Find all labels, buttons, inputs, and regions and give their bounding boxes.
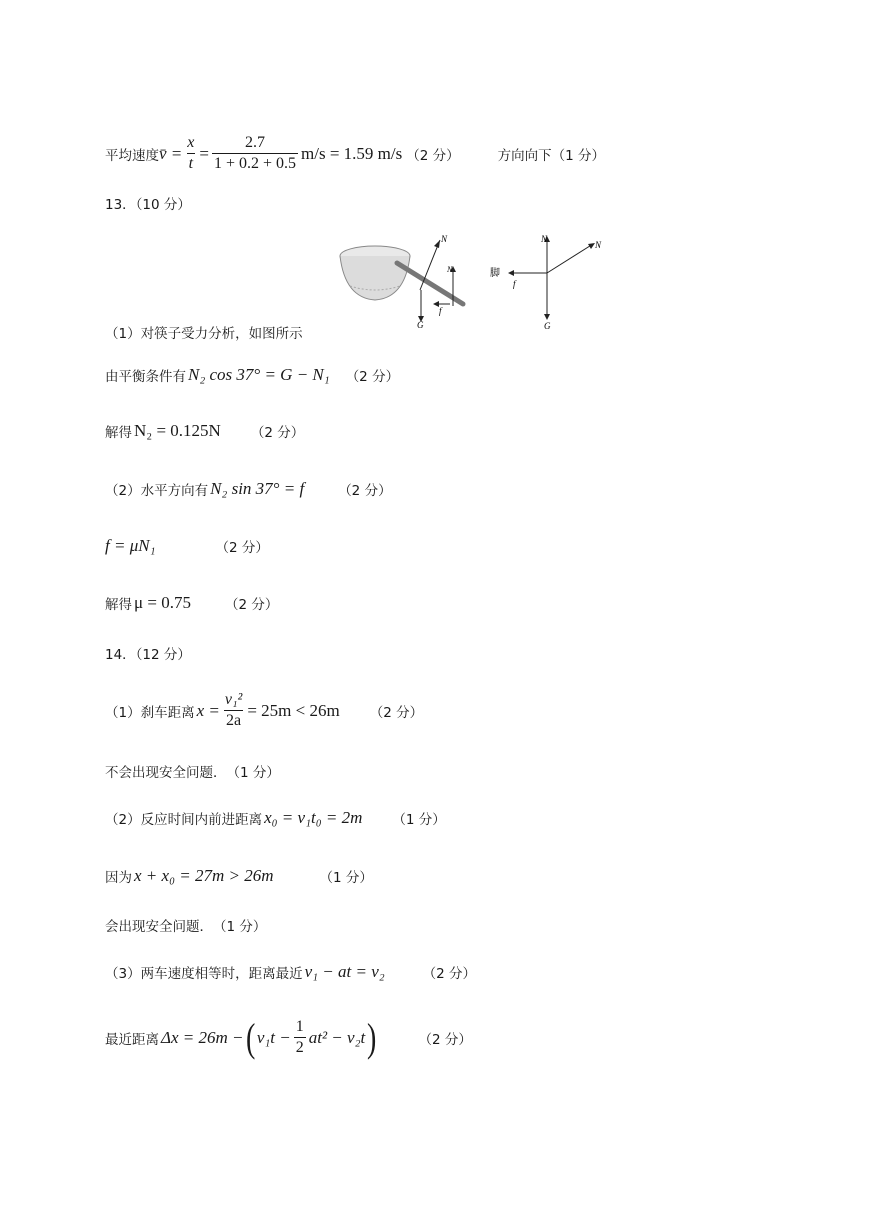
score: （2 分） — [215, 540, 269, 556]
solve-mu-line: 解得 μ = 0.75 （2 分） — [105, 593, 279, 613]
average-velocity-line: 平均速度 v̄ = $\frac{x}{t}$ = $\frac{2.7}{1 + 0.2 + 0.5}$ m/s = 1.59 m/s （2 分） 方向向下（1 分） — [105, 134, 606, 172]
right-paren: ) — [367, 1014, 377, 1060]
equilibrium-line: 由平衡条件有 N₂ cos 37° = G − N₁ （2 分） — [105, 365, 400, 385]
equation: N₂ cos 37° = G − N₁ — [188, 365, 330, 384]
score: （2 分） — [338, 483, 392, 499]
n1-label: N — [447, 265, 453, 274]
force-diagram — [485, 228, 610, 333]
g-label: G — [417, 320, 424, 328]
fraction-v1sq-over-2a: $\frac{\text{v₁²}}{2a}$ — [224, 691, 243, 729]
score: （2 分） — [345, 369, 400, 385]
reaction-distance-line: （2）反应时间内前进距离 x₀ = v₁t₀ = 2m （1 分） — [105, 808, 446, 828]
question-14-heading: 14．（12 分） — [105, 647, 191, 663]
equation: x₀ = v₁t₀ = 2m — [264, 808, 363, 827]
score: （1 分） — [319, 870, 373, 886]
score: （2 分） — [224, 597, 279, 613]
score: （2 分） — [422, 966, 477, 982]
safety-issue: 会出现安全问题． （1 分） — [105, 919, 267, 935]
equation: N₂ = 0.125N — [134, 421, 221, 440]
fd-n2-label: N — [595, 240, 602, 250]
zhao-label: 脚 — [490, 268, 500, 279]
equation: v₁ − at = v₂ — [304, 962, 385, 981]
fd-n1-label: N — [541, 234, 548, 244]
fraction-x-over-t: $\frac{x}{t}$ — [187, 134, 195, 172]
fd-g-label: G — [544, 321, 551, 331]
chopstick-bowl-figure — [335, 228, 470, 328]
score: （2 分） — [369, 704, 424, 721]
horizontal-line: （2）水平方向有 N₂ sin 37° = f （2 分） — [105, 479, 392, 499]
score: （2 分） — [418, 1031, 472, 1048]
braking-distance-line: （1）刹车距离 x = $\frac{\text{v₁²}}{2a}$ = 25m < 26m （2 分） — [105, 691, 424, 729]
min-distance-line: 最近距离 Δx = 26m − ( v₁t − $\frac{1}{2}$ at² − v₂t ) （2 分） — [105, 1014, 472, 1060]
friction-line — [105, 536, 269, 556]
direction-note: 方向向下（1 分） — [497, 147, 606, 164]
equation: f = μN₁ — [105, 536, 156, 555]
question-13-heading: 13．（10 分） — [105, 197, 191, 213]
n2-label: N — [441, 234, 448, 244]
score: （2 分） — [250, 425, 305, 441]
equation-rhs: m/s = 1.59 m/s — [301, 143, 403, 163]
equation: μ = 0.75 — [134, 593, 191, 612]
label: 平均速度 — [105, 147, 159, 164]
equation-lhs: v̄ = — [159, 143, 183, 163]
equal-speed-line: （3）两车速度相等时，距离最近 v₁ − at = v₂ （2 分） — [105, 962, 477, 982]
fd-f-label: f — [513, 279, 516, 289]
equation: N₂ sin 37° = f — [210, 479, 305, 498]
because-line: 因为 x + x₀ = 27m > 26m （1 分） — [105, 866, 373, 886]
equation: x + x₀ = 27m > 26m — [134, 866, 274, 885]
part-1-analysis: （1）对筷子受力分析，如图所示 — [105, 326, 303, 342]
fraction-value: $\frac{2.7}{1 + 0.2 + 0.5}$ — [213, 134, 297, 172]
score: （1 分） — [392, 812, 446, 828]
f-label: f — [439, 306, 442, 316]
left-paren: ( — [245, 1014, 255, 1060]
solve-n2-line: 解得 N₂ = 0.125N （2 分） — [105, 421, 305, 441]
score: （2 分） — [406, 147, 460, 164]
fraction-one-half: $\frac{1}{2}$ — [295, 1018, 304, 1056]
no-safety-issue: 不会出现安全问题． （1 分） — [105, 765, 280, 781]
